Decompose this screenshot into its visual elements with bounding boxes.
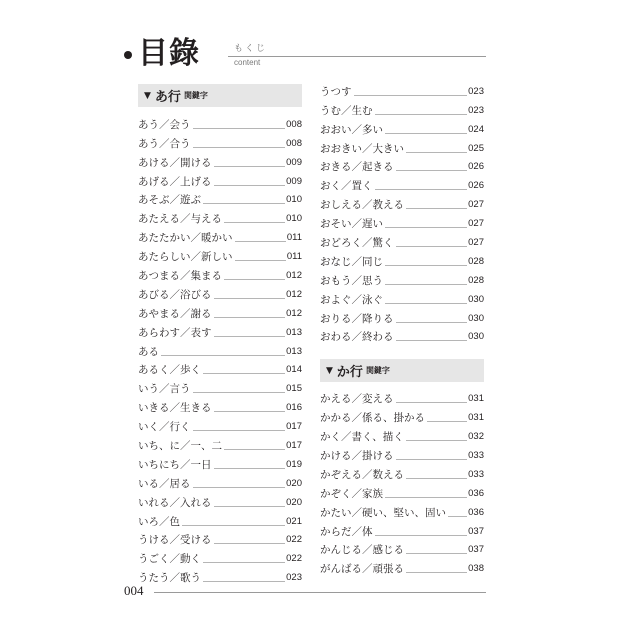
toc-entry[interactable] [320, 119, 484, 138]
leader-line [214, 336, 286, 337]
entry-keyword: おく／置く [320, 180, 373, 193]
leader-line [406, 440, 467, 441]
leader-line [396, 322, 468, 323]
toc-entry[interactable] [138, 397, 302, 416]
page-number: 004 [124, 583, 144, 598]
leader-line [214, 317, 286, 318]
toc-entry[interactable] [320, 327, 484, 346]
toc-entry[interactable] [320, 464, 484, 483]
title-bullet-icon [124, 51, 132, 59]
toc-column-left [138, 84, 302, 586]
entry-keyword: いく／行く [138, 421, 191, 434]
toc-entry[interactable] [320, 540, 484, 559]
entry-page-number: 016 [286, 402, 302, 414]
entry-keyword: かたい／硬い、堅い、固い [320, 506, 446, 519]
leader-line [203, 373, 285, 374]
entry-page-number: 030 [468, 331, 484, 343]
triangle-down-icon: ▼ [144, 90, 151, 101]
entry-keyword: いきる／生きる [138, 402, 212, 415]
toc-entry[interactable] [320, 81, 484, 100]
leader-line [354, 95, 468, 96]
toc-entry[interactable] [320, 213, 484, 232]
entry-page-number: 011 [286, 232, 302, 244]
entry-page-number: 023 [468, 85, 484, 97]
entry-page-number: 026 [468, 161, 484, 173]
toc-entry[interactable] [138, 303, 302, 322]
toc-entry[interactable] [320, 251, 484, 270]
leader-line [406, 572, 467, 573]
entry-page-number: 009 [286, 156, 302, 168]
entry-keyword: あらわす／表す [138, 326, 212, 339]
leader-line [396, 170, 468, 171]
entry-page-number: 027 [468, 237, 484, 249]
toc-entry[interactable] [320, 502, 484, 521]
toc-entry[interactable] [138, 360, 302, 379]
entry-list [138, 114, 302, 586]
entry-page-number: 022 [286, 553, 302, 565]
entry-keyword: あるく／歩く [138, 364, 201, 377]
entry-page-number: 036 [468, 487, 484, 499]
toc-entry[interactable] [320, 289, 484, 308]
entry-keyword: いれる／入れる [138, 496, 212, 509]
leader-line [161, 355, 285, 356]
toc-entry[interactable] [320, 175, 484, 194]
entry-keyword: いち、に／一、二 [138, 440, 222, 453]
entry-page-number: 030 [468, 312, 484, 324]
entry-keyword: おおきい／大きい [320, 142, 404, 155]
toc-entry[interactable] [138, 208, 302, 227]
leader-line [385, 497, 467, 498]
entry-keyword: あたたかい／暖かい [138, 232, 233, 245]
toc-entry[interactable] [138, 227, 302, 246]
entry-page-number: 038 [468, 563, 484, 575]
entry-keyword: かぞく／家族 [320, 487, 383, 500]
leader-line [193, 430, 286, 431]
entry-page-number: 008 [286, 137, 302, 149]
leader-line [203, 562, 285, 563]
entry-page-number: 012 [286, 288, 302, 300]
toc-entry[interactable] [138, 265, 302, 284]
toc-entry[interactable] [320, 270, 484, 289]
entry-page-number: 024 [468, 123, 484, 135]
entry-keyword: あびる／浴びる [138, 288, 212, 301]
leader-line [214, 185, 286, 186]
entry-page-number: 031 [468, 412, 484, 424]
leader-line [427, 421, 467, 422]
entry-page-number: 032 [468, 431, 484, 443]
title-rule [228, 56, 486, 57]
entry-page-number: 010 [286, 213, 302, 225]
leader-line [235, 260, 286, 261]
section-subtitle: 関鍵字 [365, 366, 390, 376]
entry-page-number: 009 [286, 175, 302, 187]
toc-entry[interactable] [138, 341, 302, 360]
toc-entry[interactable] [320, 308, 484, 327]
leader-line [224, 222, 285, 223]
leader-line [203, 203, 285, 204]
toc-entry[interactable] [138, 378, 302, 397]
toc-entry[interactable] [320, 232, 484, 251]
entry-page-number: 014 [286, 364, 302, 376]
entry-keyword: がんばる／頑張る [320, 563, 404, 576]
toc-entry[interactable] [138, 246, 302, 265]
entry-keyword: おきる／起きる [320, 161, 394, 174]
entry-keyword: かぞえる／数える [320, 468, 404, 481]
entry-page-number: 033 [468, 450, 484, 462]
leader-line [182, 525, 285, 526]
toc-entry[interactable] [138, 284, 302, 303]
entry-keyword: おりる／降りる [320, 312, 394, 325]
toc-entry[interactable] [320, 445, 484, 464]
entry-page-number: 008 [286, 118, 302, 130]
entry-page-number: 036 [468, 506, 484, 518]
leader-line [396, 459, 468, 460]
entry-keyword: おなじ／同じ [320, 255, 383, 268]
entry-keyword: あげる／上げる [138, 175, 212, 188]
entry-page-number: 028 [468, 274, 484, 286]
entry-keyword: いちにち／一日 [138, 458, 212, 471]
leader-line [406, 478, 467, 479]
entry-list [320, 388, 484, 577]
leader-line [385, 303, 467, 304]
entry-page-number: 020 [286, 496, 302, 508]
entry-keyword: かかる／係る、掛かる [320, 412, 425, 425]
toc-entry[interactable] [138, 152, 302, 171]
toc-entry[interactable] [138, 190, 302, 209]
section-name: か行 [336, 365, 363, 381]
leader-line [385, 284, 467, 285]
leader-line [214, 298, 286, 299]
toc-entry[interactable] [320, 138, 484, 157]
leader-line [406, 152, 467, 153]
toc-entry[interactable] [320, 100, 484, 119]
entry-keyword: かける／掛ける [320, 450, 394, 463]
leader-line [224, 449, 285, 450]
toc-entry[interactable] [320, 426, 484, 445]
entry-page-number: 013 [286, 326, 302, 338]
leader-line [193, 487, 286, 488]
entry-keyword: あける／開ける [138, 156, 212, 169]
triangle-down-icon: ▼ [326, 365, 333, 376]
entry-keyword: あつまる／集まる [138, 270, 222, 283]
leader-line [375, 189, 468, 190]
entry-page-number: 011 [286, 251, 302, 263]
entry-page-number: 017 [286, 440, 302, 452]
leader-line [214, 543, 286, 544]
toc-entry[interactable] [138, 435, 302, 454]
entry-page-number: 037 [468, 544, 484, 556]
section-header-ka [320, 359, 484, 382]
title-kana: もくじ [234, 44, 268, 54]
toc-entry[interactable] [320, 194, 484, 213]
page-footer [124, 583, 486, 599]
toc-entry[interactable] [138, 530, 302, 549]
entry-keyword: あやまる／謝る [138, 307, 212, 320]
entry-page-number: 013 [286, 345, 302, 357]
toc-entry[interactable] [138, 416, 302, 435]
leader-line [235, 241, 286, 242]
leader-line [448, 516, 467, 517]
entry-keyword: あたえる／与える [138, 213, 222, 226]
toc-entry[interactable] [138, 171, 302, 190]
toc-entry[interactable] [320, 483, 484, 502]
entry-page-number: 027 [468, 199, 484, 211]
toc-entry[interactable] [138, 454, 302, 473]
entry-page-number: 027 [468, 218, 484, 230]
entry-keyword: あそぶ／遊ぶ [138, 194, 201, 207]
page-title: 目錄 [138, 36, 200, 71]
entry-keyword: いろ／色 [138, 515, 180, 528]
leader-line [193, 147, 286, 148]
entry-keyword: あたらしい／新しい [138, 251, 233, 264]
leader-line [193, 128, 286, 129]
entry-page-number: 012 [286, 270, 302, 282]
leader-line [385, 227, 467, 228]
entry-keyword: かえる／変える [320, 393, 394, 406]
entry-keyword: かく／書く、描く [320, 431, 404, 444]
entry-list [320, 81, 484, 345]
entry-keyword: うける／受ける [138, 534, 212, 547]
entry-keyword: ある [138, 345, 159, 358]
entry-page-number: 028 [468, 255, 484, 267]
entry-page-number: 012 [286, 307, 302, 319]
entry-keyword: おおい／多い [320, 123, 383, 136]
leader-line [396, 246, 468, 247]
entry-keyword: あう／合う [138, 137, 191, 150]
entry-page-number: 037 [468, 525, 484, 537]
entry-keyword: おもう／思う [320, 274, 383, 287]
entry-page-number: 023 [286, 572, 302, 584]
entry-keyword: おそい／遅い [320, 218, 383, 231]
toc-entry[interactable] [320, 521, 484, 540]
toc-entry[interactable] [138, 322, 302, 341]
entry-page-number: 030 [468, 293, 484, 305]
toc-entry[interactable] [320, 407, 484, 426]
leader-line [385, 265, 467, 266]
leader-line [406, 208, 467, 209]
toc-entry[interactable] [138, 548, 302, 567]
entry-keyword: おしえる／教える [320, 199, 404, 212]
entry-keyword: あう／会う [138, 118, 191, 131]
entry-page-number: 017 [286, 421, 302, 433]
toc-entry[interactable] [138, 114, 302, 133]
leader-line [396, 340, 468, 341]
leader-line [214, 468, 286, 469]
entry-keyword: おどろく／驚く [320, 237, 394, 250]
leader-line [385, 133, 467, 134]
entry-page-number: 019 [286, 458, 302, 470]
toc-entry[interactable] [320, 388, 484, 407]
toc-entry[interactable] [138, 473, 302, 492]
entry-keyword: うむ／生む [320, 104, 373, 117]
section-name: あ行 [154, 90, 181, 105]
entry-page-number: 025 [468, 142, 484, 154]
entry-keyword: およぐ／泳ぐ [320, 293, 383, 306]
toc-entry[interactable] [320, 558, 484, 577]
footer-rule [154, 592, 486, 593]
entry-keyword: いう／言う [138, 383, 191, 396]
entry-page-number: 021 [286, 515, 302, 527]
leader-line [193, 392, 286, 393]
entry-page-number: 026 [468, 180, 484, 192]
leader-line [375, 114, 468, 115]
entry-keyword: いる／居る [138, 477, 191, 490]
leader-line [396, 402, 468, 403]
toc-entry[interactable] [138, 492, 302, 511]
entry-page-number: 033 [468, 468, 484, 480]
section-subtitle: 関鍵字 [183, 91, 208, 100]
entry-keyword: おわる／終わる [320, 331, 394, 344]
entry-page-number: 022 [286, 534, 302, 546]
entry-page-number: 010 [286, 194, 302, 206]
toc-column-right [320, 84, 484, 577]
leader-line [375, 535, 468, 536]
entry-keyword: うたう／歌う [138, 572, 201, 585]
entry-keyword: うごく／動く [138, 553, 201, 566]
leader-line [214, 506, 286, 507]
entry-page-number: 031 [468, 393, 484, 405]
toc-entry[interactable] [138, 511, 302, 530]
entry-keyword: からだ／体 [320, 525, 373, 538]
section-header-a [138, 84, 302, 107]
entry-keyword: うつす [320, 85, 352, 98]
title-english: content [234, 58, 261, 67]
leader-line [224, 279, 285, 280]
toc-entry[interactable] [138, 133, 302, 152]
leader-line [406, 553, 467, 554]
leader-line [214, 166, 286, 167]
toc-header [124, 36, 486, 80]
entry-keyword: かんじる／感じる [320, 544, 404, 557]
entry-page-number: 023 [468, 104, 484, 116]
entry-page-number: 015 [286, 383, 302, 395]
entry-page-number: 020 [286, 477, 302, 489]
toc-entry[interactable] [320, 157, 484, 176]
leader-line [214, 411, 286, 412]
